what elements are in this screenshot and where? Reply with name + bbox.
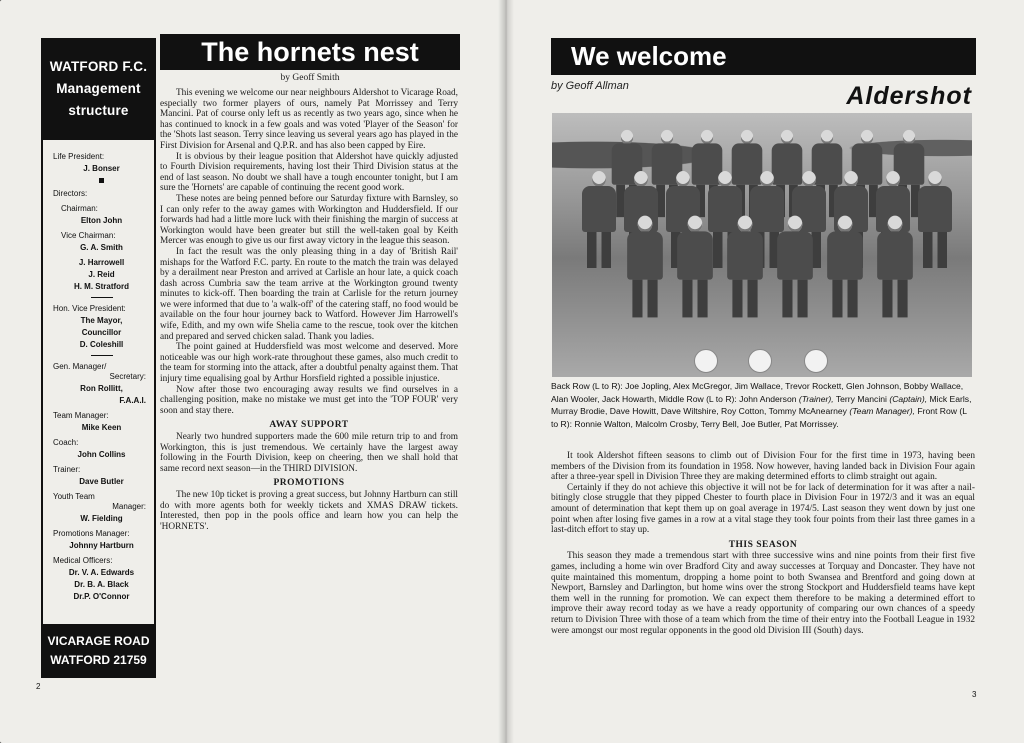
- article-byline: by Geoff Smith: [280, 73, 340, 83]
- article-body: [160, 88, 458, 532]
- sidebar-header-line: WATFORD F.C.: [49, 59, 148, 74]
- player-body: [918, 186, 952, 232]
- player-head: [760, 171, 774, 187]
- player-head: [638, 216, 653, 233]
- player-figure: [727, 216, 763, 318]
- caption-front-row: Front Row (L to R): Ronnie Walton, Malcolm Crosby, Terry Bell, Joe Butler, Pat Morrissey.: [551, 406, 967, 429]
- player-legs: [923, 232, 947, 268]
- player-head: [688, 216, 703, 233]
- article-title-banner: The hornets nest: [160, 34, 460, 70]
- player-legs: [682, 280, 707, 318]
- role-label: Trainer:: [53, 465, 81, 474]
- player-head: [844, 171, 858, 187]
- player-figure: [918, 171, 952, 268]
- person-name: Dave Butler: [79, 477, 124, 486]
- role-label: Life President:: [53, 152, 105, 161]
- person-name: Johnny Hartburn: [69, 541, 134, 550]
- player-head: [718, 171, 732, 187]
- caption-captain-tag: (Captain),: [889, 393, 928, 404]
- article-paragraph: The point gained at Huddersfield was most welcome and deserved. More noticeable was our high work-rate throughout these games, also much credit to the team for storming into the attack, after a doubtful penalty against them. That injury time equalising goal by Arthur Horsfield righted a possible injustice.: [160, 342, 459, 385]
- address-line: WATFORD 21759: [50, 653, 147, 667]
- player-body: [877, 231, 913, 279]
- caption-middle-row: Terry Mancini: [835, 393, 887, 404]
- sidebar-header-line: Management: [56, 81, 141, 96]
- role-label: Medical Officers:: [53, 556, 113, 565]
- player-head: [861, 130, 874, 144]
- person-qualification: F.A.A.I.: [119, 396, 146, 405]
- football: [804, 349, 828, 373]
- sidebar-header-line: structure: [68, 103, 129, 118]
- left-page: [0, 0, 506, 743]
- player-head: [886, 171, 900, 187]
- player-legs: [732, 280, 757, 318]
- article-paragraph: These notes are being penned before our Saturday fixture with Barnsley, so I can only refer to the away games with Workington and Huddersfield. If our forwards had had a little more luck with their finishing the margin of success at Workington would have been greater but still the well-taken goal by Keith Mercer was enough to give us our first away victory in the league this season.: [160, 193, 458, 247]
- player-head: [838, 216, 853, 233]
- player-body: [727, 231, 763, 279]
- player-head: [661, 130, 674, 144]
- player-figure: [827, 216, 863, 318]
- role-label: Coach:: [53, 438, 79, 447]
- photo-caption: [551, 380, 976, 430]
- article-paragraph: This evening we welcome our near neighbours Aldershot to Vicarage Road, especially two former players of ours, namely Pat Morrissey and Terry Mancini. Pat of course only left us as recently as two years ago, since when he has continued to knock in a few goals and was voted 'Player of the Season' for the 'Shots last season. Terry since leaving us several years ago has played in the First Division for Arsenal and Q.P.R. and has also been capped by Eire.: [160, 88, 458, 151]
- article-paragraph: Nearly two hundred supporters made the 600 mile return trip to and from Workington, this is just tremendous. We certainly have the largest away following in the Fourth Division, keep on cheering, then we shall hold that same record next season—in the THIRD DIVISION.: [160, 432, 458, 474]
- role-label: Promotions Manager:: [53, 529, 130, 538]
- article-paragraph: Now after those two encouraging away results we find ourselves in a challenging position, make no mistake we must get into the 'TOP FOUR' very soon and stay there.: [160, 384, 458, 416]
- welcome-body: [551, 451, 975, 636]
- person-name: J. Reid: [88, 270, 115, 279]
- player-body: [582, 186, 616, 232]
- player-body: [827, 231, 863, 279]
- person-name: Councillor: [81, 328, 122, 337]
- role-label: Chairman:: [61, 204, 98, 213]
- person-name: Mike Keen: [81, 423, 122, 432]
- player-head: [741, 130, 754, 144]
- address-line: VICARAGE ROAD: [47, 634, 150, 648]
- page-number: 2: [36, 682, 41, 691]
- player-legs: [587, 232, 611, 268]
- football: [748, 349, 772, 373]
- player-legs: [882, 280, 907, 318]
- player-head: [928, 171, 942, 187]
- caption-back-row: Back Row (L to R): Joe Jopling, Alex McGregor, Jim Wallace, Trevor Rockett, Glen Johnson, Bobby Wallace, Alan Wooler, Jack Howarth, Middle Row (L to R): John Anderson: [551, 381, 964, 404]
- person-name: The Mayor,: [80, 316, 123, 325]
- player-body: [777, 231, 813, 279]
- divider-rule: [91, 297, 113, 298]
- welcome-paragraph: This season they made a tremendous start with three successive wins and nine points from their first five games, including a home win over Bradford City and away successes at Torquay and Doncaster. They have not quite maintained this momentum, dropping a home point to both Swansea and Brentford and going down at Newport, Barnsley and Darlington, but home wins over the strong Stockport and Huddersfield teams have kept them well in the running for promotion. We can expect them therefore to be making a determined effort to improve their away record today as we have a ready opportunity of comparing our own chances of a speedy return to Division Three with those of a team which from the time of their entry into the Football League in 1932 were amongst our most regular opponents in the good old Division III (South) days.: [551, 551, 975, 636]
- role-label: Team Manager:: [53, 411, 109, 420]
- football: [694, 349, 718, 373]
- person-name: Dr. B. A. Black: [74, 580, 129, 589]
- team-photo: [552, 113, 972, 377]
- person-name: W. Fielding: [80, 514, 123, 523]
- person-name: D. Coleshill: [79, 340, 124, 349]
- player-figure: [582, 171, 616, 268]
- visiting-club-name: Aldershot: [846, 82, 972, 110]
- person-name: Ron Rollitt,: [80, 384, 123, 393]
- player-head: [738, 216, 753, 233]
- person-name: Dr.P. O'Connor: [73, 592, 130, 601]
- section-heading: PROMOTIONS: [273, 478, 345, 489]
- player-head: [821, 130, 834, 144]
- player-legs: [632, 280, 657, 318]
- article-paragraph: The new 10p ticket is proving a great success, but Johnny Hartburn can still do with more agents both for weekly tickets and XMAS DRAW tickets. Interested, then pop in the pools office and learn how you can help the 'HORNETS'.: [160, 489, 458, 532]
- person-name: Dr. V. A. Edwards: [68, 568, 135, 577]
- role-label: Directors:: [53, 189, 88, 198]
- player-body: [627, 231, 663, 279]
- person-name: G. A. Smith: [80, 243, 123, 252]
- role-label: Vice Chairman:: [61, 231, 116, 240]
- person-name: H. M. Stratford: [73, 282, 130, 291]
- welcome-paragraph: Certainly if they do not achieve this objective it will not be for lack of determination for it was after a nail-bitingly close struggle that they pipped Chester to fourth place in Division Four in 1972/3 and it was an equal amount of determination that kept them up on goal average in 1974/5. Last season they went down by just one point when after losing five games in a row at a vital stage they took four points from their last three games in a last-ditch effort to stay up.: [551, 482, 975, 536]
- person-name: J. Bonser: [83, 164, 120, 173]
- player-head: [788, 216, 803, 233]
- player-head: [701, 130, 714, 144]
- player-figure: [677, 216, 713, 318]
- article-paragraph: In fact the result was the only pleasing thing in a day of 'British Rail' mishaps for the Watford F.C. party. En route to the match the train was delayed by a derailment near Preston and arrived at Carlisle an hour late, a quick coach dash across Cumbria saw the team arrive at the Workington ground twenty minutes to kick-off. Then boarding the train at Carlisle for the return journey we were informed that due to 'a walk-off' of the catering staff, no food would be available on the four hour journey back to Watford. However Jim Harrowell's wife, Edith, and my own wife Shelia came to the rescue, took over the kitchen and prepared and served chicken salad. Thank you ladies.: [160, 246, 458, 342]
- caption-trainer-tag: (Trainer),: [798, 393, 834, 404]
- player-head: [802, 171, 816, 187]
- person-name: John Collins: [77, 450, 126, 459]
- player-head: [903, 130, 916, 144]
- divider-rule: [91, 355, 113, 356]
- section-heading: AWAY SUPPORT: [269, 420, 349, 431]
- welcome-byline: by Geoff Allman: [551, 80, 629, 92]
- person-name: J. Harrowell: [78, 258, 125, 267]
- section-heading: THIS SEASON: [728, 539, 798, 550]
- player-head: [781, 130, 794, 144]
- role-label: Secretary:: [109, 372, 146, 381]
- player-head: [592, 171, 606, 187]
- player-figure: [877, 216, 913, 318]
- caption-manager-tag: (Team Manager),: [849, 406, 915, 417]
- divider-square: [99, 178, 104, 183]
- player-figure: [777, 216, 813, 318]
- player-head: [634, 171, 648, 187]
- role-label: Manager:: [112, 502, 146, 511]
- club-address-footer: [43, 624, 154, 676]
- player-legs: [832, 280, 857, 318]
- page-number: 3: [972, 690, 977, 699]
- page-gutter: [498, 0, 514, 743]
- role-label: Gen. Manager/: [53, 362, 107, 371]
- player-head: [676, 171, 690, 187]
- person-name: Elton John: [80, 216, 123, 225]
- role-label: Youth Team: [53, 492, 95, 501]
- player-legs: [782, 280, 807, 318]
- player-head: [888, 216, 903, 233]
- management-list: [43, 140, 154, 601]
- management-structure-box: [41, 38, 156, 678]
- welcome-paragraph: It took Aldershot fifteen seasons to climb out of Division Four for the first time in 1973, having been members of the Division from its foundation in 1958. Now however, having landed back in Division Four again after a three-year spell in Division Three they are making determined efforts to climb straight out again.: [551, 451, 975, 483]
- player-head: [621, 130, 634, 144]
- role-label: Hon. Vice President:: [53, 304, 126, 313]
- article-paragraph: It is obvious by their league position that Aldershot have quickly adjusted to Fourth Division requirements, having lost their Third Division status at the end of last season. No doubt we shall have a tough encounter tonight, but I am sure the 'Hornets' are capable of continuing the recent good work.: [160, 151, 458, 194]
- welcome-title-banner: We welcome: [551, 38, 976, 75]
- caption-middle-row-cont: Mick Earls, Murray Brodie, Dave Howitt, Dave Wiltshire, Roy Cotton, Tommy McAnearney: [551, 393, 972, 417]
- player-body: [677, 231, 713, 279]
- management-structure-header: [43, 40, 154, 140]
- player-figure: [627, 216, 663, 318]
